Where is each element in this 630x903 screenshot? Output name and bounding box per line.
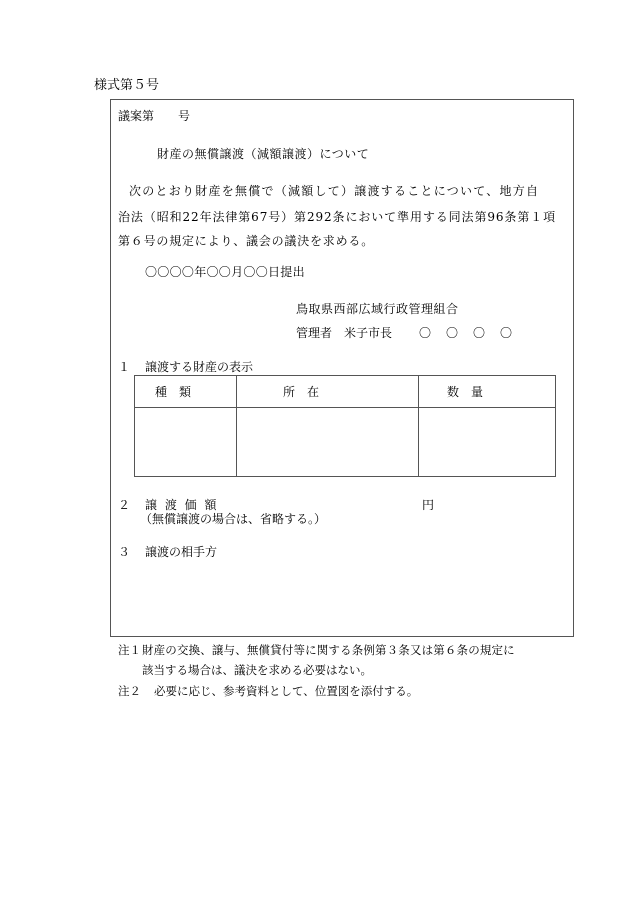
bill-number: 議案第 号 xyxy=(118,109,191,123)
section3-number: ３ xyxy=(118,545,131,559)
name-mark: 〇 xyxy=(446,326,459,340)
header-location: 所 在 xyxy=(237,376,419,408)
submission-date: 〇〇〇〇年〇〇月〇〇日提出 xyxy=(145,265,305,279)
section1-label: 譲渡する財産の表示 xyxy=(145,360,254,374)
table-cell-location xyxy=(237,408,419,477)
header-kind: 種 類 xyxy=(135,376,237,408)
table-cell-quantity xyxy=(419,408,556,477)
section2-note: （無償譲渡の場合は、省略する。） xyxy=(140,512,327,526)
section2-number: ２ xyxy=(118,498,131,512)
section3-label: 譲渡の相手方 xyxy=(145,545,218,559)
name-mark: 〇 xyxy=(500,326,513,340)
table-cell-kind xyxy=(135,408,237,477)
note-2-line-1: 必要に応じ、参考資料として、位置図を添付する。 xyxy=(154,684,419,698)
note-1-label: 注１ xyxy=(118,643,141,657)
name-mark: 〇 xyxy=(419,326,432,340)
section2-currency: 円 xyxy=(422,498,435,512)
document-title: 財産の無償譲渡（減額譲渡）について xyxy=(157,147,370,161)
note-1-line-2: 該当する場合は、議決を求める必要はない。 xyxy=(142,663,372,677)
note-1-line-1: 財産の交換、譲与、無償貸付等に関する条例第３条又は第６条の規定に xyxy=(142,643,515,657)
note-2-label: 注２ xyxy=(118,684,141,698)
header-quantity: 数 量 xyxy=(419,376,556,408)
name-mark: 〇 xyxy=(473,326,486,340)
section2-label: 譲 渡 価 額 xyxy=(145,498,219,512)
form-number: 様式第５号 xyxy=(94,78,160,93)
table-row xyxy=(135,408,556,477)
body-line-1: 次のとおり財産を無償で（減額して）譲渡することについて、地方自 xyxy=(129,184,540,198)
administrator-label: 管理者 米子市長 xyxy=(296,326,393,340)
administrator-name-marks xyxy=(419,326,527,340)
organization-name: 鳥取県西部広域行政管理組合 xyxy=(296,302,459,316)
table-header-row xyxy=(135,376,556,408)
section1-number: １ xyxy=(118,360,131,374)
property-table xyxy=(134,375,556,477)
body-line-3: 第６号の規定により、議会の議決を求める。 xyxy=(118,234,375,248)
body-line-2: 治法（昭和22年法律第67号）第292条において準用する同法第96条第１項 xyxy=(118,210,557,224)
